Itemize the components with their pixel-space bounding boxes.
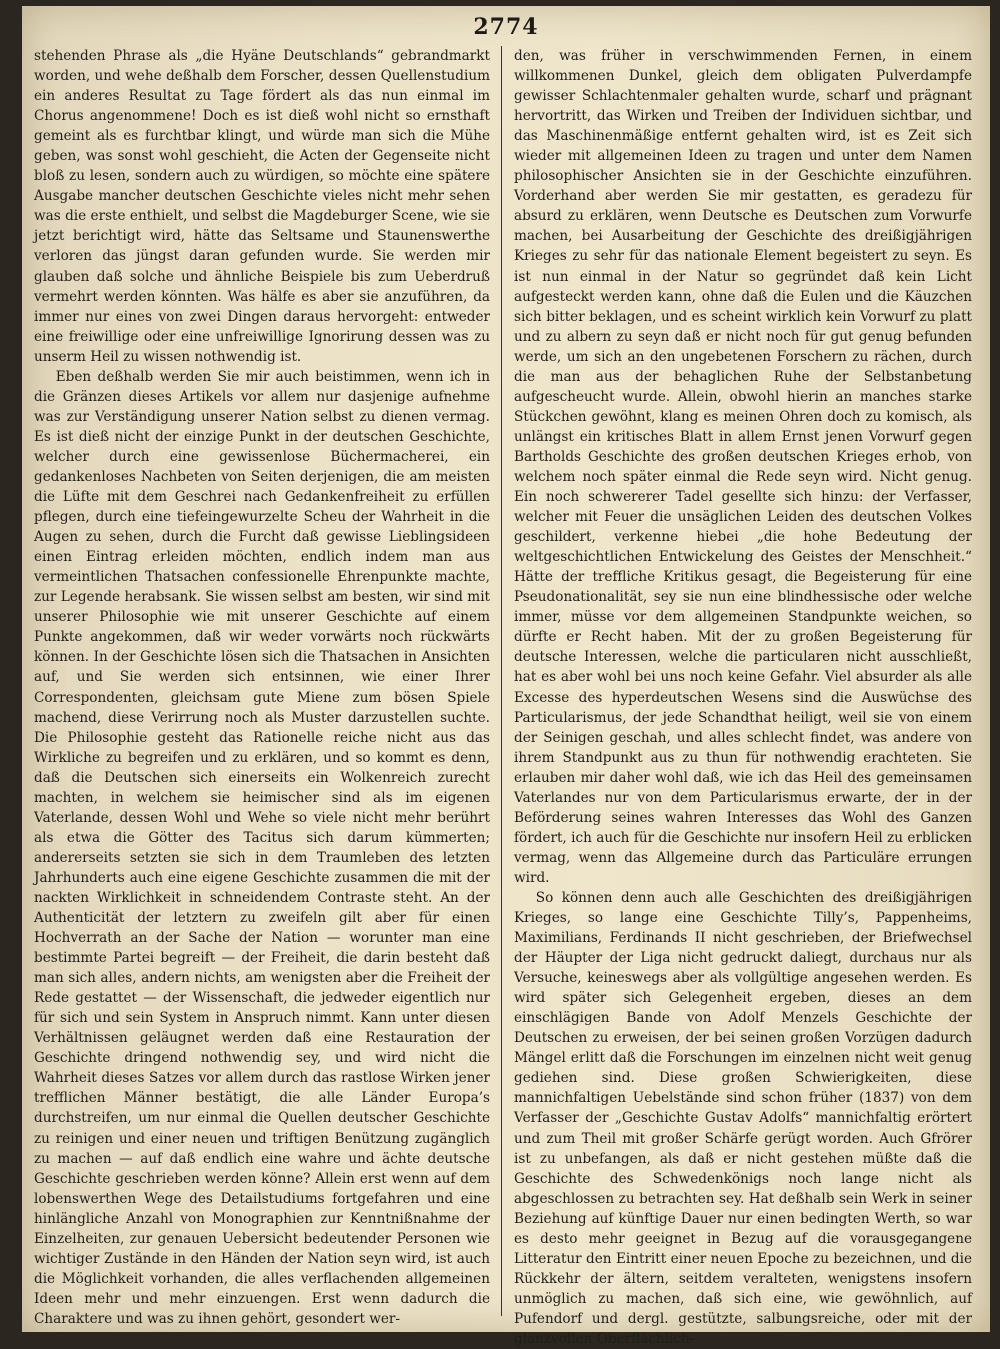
paragraph: So können denn auch alle Geschichten des dreißigjährigen Krieges, so lange eine Geschichte Tilly’s, Pappenheims, Maximilians, Ferdinands II nicht geschrieben, der Briefwechsel der Häupter der Liga nicht gedruckt daliegt, durchaus nur als Versuche, keineswegs aber als vollgültige angesehen werden. Es wird später sich Gelegenheit ergeben, dieses an dem einschlägigen Bande von Adolf Menzels Geschichte der Deutschen zu erweisen, der bei seinen großen Vorzügen dadurch Mängel erlitt daß die Forschungen im einzelnen nicht weit genug gediehen sind. Diese großen Schwierigkeiten, diese mannichfaltigen Uebelstände sind schon früher (1837) von dem Verfasser der „Geschichte Gustav Adolfs“ mannichfaltig erörtert und zum Theil mit großer Schärfe gerügt worden. Auch Gfrörer ist zu unbefangen, als daß er nicht gestehen müßte daß die Geschichte des Schwedenkönigs noch lange nicht als abgeschlossen zu betrachten sey. Hat deßhalb sein Werk in seiner Beziehung auf künftige Dauer nur einen bedingten Werth, so war es desto mehr geeignet in Bezug auf die vorausgegangene Litteratur den Eintritt einer neuen Epoche zu bezeichnen, und die Rückkehr der ältern, seitdem veralteten, wenigstens insofern unmöglich zu machen, daß sich eine, wie gewöhnlich, auf Pufendorf und dergl. gestützte, salbungsreiche, oder mit der glanzvollen Oberflächlich-: [514, 889, 972, 1347]
paragraph: den, was früher in verschwimmenden Fernen, in einem willkommenen Dunkel, gleich dem obligaten Pulverdampfe gewisser Schlachtenmaler gehalten wurde, scharf und prägnant hervortritt, das Wirken und Treiben der Individuen sichtbar, und das Maschinenmäßige entfernt gehalten wird, ist es Zeit sich wieder mit allgemeinen Ideen zu tragen und unter dem Namen philosophischer Ansichten sie in der Geschichte einzuführen. Vorderhand aber werden Sie mir gestatten, es geradezu für absurd zu erklären, wenn Deutsche es Deutschen zum Vorwurfe machen, bei Ausarbeitung der Geschichte des dreißigjährigen Krieges zu sehr für das nationale Element begeistert zu seyn. Es ist nun einmal in der Natur so gegründet daß kein Licht aufgesteckt werden kann, ohne daß die Eulen und die Käuzchen sich bitter beklagen, und es scheint wirklich kein Vorwurf zu platt und zu albern zu seyn daß er nicht noch für gut genug befunden werde, um sich an den ungebetenen Forschern zu rächen, durch die man aus der behaglichen Ruhe der Selbstanbetung aufgescheucht wurde. Allein, obwohl hierin an manches starke Stückchen gewöhnt, klang es meinen Ohren doch zu komisch, als unlängst ein kritisches Blatt in allem Ernst jenen Vorwurf gegen Bartholds Geschichte des großen deutschen Krieges erhob, von welchem noch später einmal die Rede seyn wird. Nicht genug. Ein noch schwererer Tadel gesellte sich hinzu: der Verfasser, welcher mit Feuer die unsäglichen Leiden des deutschen Volkes geschildert, verkenne hiebei „die hohe Bedeutung der weltgeschichtlichen Entwickelung des Geistes der Menschheit.“ Hätte der treffliche Kritikus gesagt, die Begeisterung für eine Pseudonationalität, sey sie nun eine blindhessische oder welche immer, müsse vor dem allgemeinen Standpunkte weichen, so dürfte er Recht haben. Mit der zu großen Begeisterung für deutsche Interessen, welche die particularen nicht ausschließt, hat es aber wohl bei uns noch keine Gefahr. Viel absurder als alle Excesse des hyperdeutschen Wesens sind die Auswüchse des Particularismus, der jede Schandthat heiligt, weil sie von einem der Seinigen geschah, und alles schlecht findet, was andere von ihrem Standpunkt aus zu thun für nothwendig erachteten. Sie erlauben mir daher wohl daß, wie ich das Heil des gemeinsamen Vaterlandes nur von dem Particularismus erwarte, der in der Beförderung seines wahren Interesses das Wohl des Ganzen fördert, ich auch für die Geschichte nur insofern Heil zu erblicken vermag, wenn das Allgemeine durch das Particuläre errungen wird.: [514, 48, 972, 886]
paragraph: stehenden Phrase als „die Hyäne Deutschlands“ gebrandmarkt worden, und wehe deßhalb dem Forscher, dessen Quellenstudium ein anderes Resultat zu Tage fördert als das nun einmal im Chorus angenommene! Doch es ist dieß wohl nicht so ernsthaft gemeint als es furchtbar klingt, und würde man sich die Mühe geben, was sonst wohl geschieht, die Acten der Gegenseite nicht bloß zu lesen, sondern auch zu würdigen, so möchte eine spätere Ausgabe mancher deutschen Geschichte vieles nicht mehr sehen was die erste enthielt, und selbst die Magdeburger Scene, wie sie jetzt berichtigt wird, hätte das Seltsame und Staunenswerthe verloren das jüngst daran gefunden wurde. Sie werden mir glauben daß solche und ähnliche Beispiele bis zum Ueberdruß vermehrt werden könnten. Was hälfe es aber sie anzuführen, da immer nur eines von zwei Dingen daraus hervorgeht: entweder eine freiwillige oder eine unfreiwillige Ignorirung dessen was zu unserm Heil zu wissen nothwendig ist.: [34, 48, 490, 365]
right-column: [514, 46, 972, 1349]
page-number: 2774: [473, 14, 539, 40]
newspaper-page: [22, 6, 990, 1347]
column-divider: [501, 46, 502, 1316]
paragraph: Eben deßhalb werden Sie mir auch beistimmen, wenn ich in die Gränzen dieses Artikels vor allem nur dasjenige aufnehme was zur Verständigung unserer Nation selbst zu dienen vermag. Es ist dieß nicht der einzige Punkt in der deutschen Geschichte, welcher durch eine gewissenlose Büchermacherei, ein gedankenloses Nachbeten von Seiten derjenigen, die am meisten die Lüfte mit dem Geschrei nach Gedankenfreiheit zu erfüllen pflegen, durch eine tiefeingewurzelte Scheu der Wahrheit in die Augen zu sehen, durch die Furcht daß gewisse Lieblingsideen einen Eintrag erleiden möchten, endlich indem man aus vermeintlichen Thatsachen confessionelle Ehrenpunkte machte, zur Legende herabsank. Sie wissen selbst am besten, wir sind mit unserer Philosophie wie mit unserer Geschichte auf einem Punkte angekommen, daß wir weder vorwärts noch rückwärts können. In der Geschichte lösen sich die Thatsachen in Ansichten auf, und Sie werden sich entsinnen, wie einer Ihrer Correspondenten, gleichsam gute Miene zum bösen Spiele machend, diese Verirrung noch als Muster darzustellen suchte. Die Philosophie gesteht das Rationelle reiche nicht aus das Wirkliche zu begreifen und zu erklären, und so kommt es denn, daß die Deutschen sich einerseits ein Wolkenreich zurecht machten, in welchem sie heimischer sind als im eigenen Vaterlande, dessen Wohl und Wehe so viele nicht mehr berührt als etwa die Götter des Tacitus sich darum kümmerten; andererseits setzten sie sich in dem Traumleben des letzten Jahrhunderts auch eine eigene Geschichte zusammen die mit der nackten Wirklichkeit in schneidendem Contraste steht. An der Authenticität der letztern zu zweifeln gilt aber für einen Hochverrath an der Sache der Nation — worunter man eine bestimmte Partei begreift — der Freiheit, die darin besteht daß man sich alles, andern nichts, am wenigsten aber die Freiheit der Rede gestattet — der Wissenschaft, die jedweder eigentlich nur für sich und sein System in Anspruch nimmt. Kann unter diesen Verhältnissen geläugnet werden daß eine Restauration der Geschichte dringend nothwendig sey, und wird nicht die Wahrheit dieses Satzes vor allem durch das rastlose Wirken jener trefflichen Männer bestätigt, die alle Länder Europa’s durchstreifen, um nur einmal die Quellen deutscher Geschichte zu reinigen und einer neuen und triftigen Benützung zugänglich zu machen — auf daß endlich eine wahre und ächte deutsche Geschichte geschrieben werden könne? Allein erst wenn auf dem lobenswerthen Wege des Detailstudiums fortgefahren und eine hinlängliche Anzahl von Monographien zur Kenntnißnahme der Einzelheiten, zur genauen Uebersicht bedeutender Personen wie wichtiger Zustände in den Händen der Nation seyn wird, ist auch die Möglichkeit vorhanden, die alles verflachenden allgemeinen Ideen mehr und mehr einzuengen. Erst wenn dadurch die Charaktere und was zu ihnen gehört, gesondert wer-: [34, 368, 490, 1327]
left-column: [34, 46, 490, 1329]
